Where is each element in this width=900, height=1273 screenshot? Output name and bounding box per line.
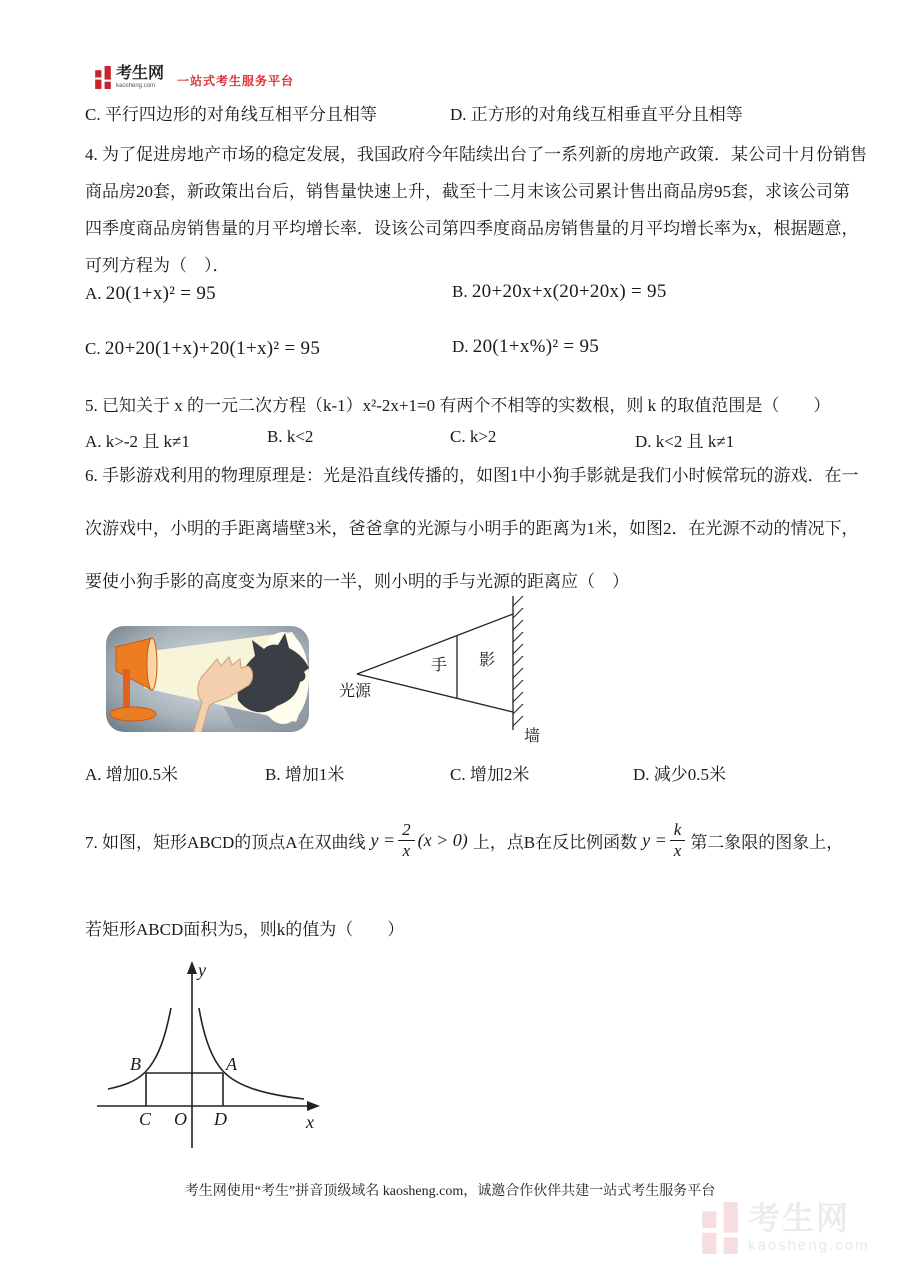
numerator: 2	[398, 820, 415, 841]
hand-label: 手	[431, 657, 448, 674]
q4-line3: 四季度商品房销售量的月平均增长率．设该公司第四季度商品房销售量的月平均增长率为x，根据题意，	[85, 219, 859, 238]
watermark-text-block	[748, 1202, 870, 1254]
q7-seg2: 上，点B在反比例函数	[472, 832, 638, 852]
left-branch	[108, 1008, 171, 1089]
q6-option-c: C. 增加2米	[450, 765, 530, 784]
q7-formula-2	[642, 820, 685, 860]
q5-stem: 5. 已知关于 x 的一元二次方程（k-1）x²-2x+1=0 有两个不相等的实数根，则 k 的取值范围是（ ）	[85, 396, 831, 415]
q4-option-a	[85, 283, 216, 305]
logo-tagline: 一站式考生服务平台	[177, 74, 295, 88]
point-c-label: C	[139, 1109, 152, 1129]
q4-line4: 可列方程为（ ）．	[85, 256, 230, 275]
option-label: C.	[85, 105, 101, 124]
q5-option-b: B. k<2	[267, 427, 314, 446]
logo-text: 考生网	[116, 65, 165, 82]
q7-seg3: 第二象限的图象上，	[690, 832, 844, 852]
watermark	[702, 1202, 870, 1254]
option-label: B.	[452, 282, 468, 301]
option-label: A.	[85, 284, 102, 303]
y-axis-label: y	[198, 960, 206, 980]
shadow-play-illustration	[100, 600, 315, 740]
q6-figure2-schematic	[335, 592, 565, 752]
projection-schematic	[335, 592, 565, 747]
option-label: C.	[85, 339, 101, 358]
q6-option-b: B. 增加1米	[265, 765, 345, 784]
footer-text: 考生网使用“考生”拼音顶级域名 kaosheng.com，诚邀合作伙伴共建一站式考生服务平台	[184, 1184, 716, 1199]
q7-seg1: 7. 如图，矩形ABCD的顶点A在双曲线	[85, 832, 366, 852]
q6-figure1-shadow-play	[100, 600, 315, 745]
fraction	[398, 820, 415, 860]
q5-option-a: A. k>-2 且 k≠1	[85, 432, 190, 451]
q6-line3: 要使小狗手影的高度变为原来的一半，则小明的手与光源的距离应（ ）	[85, 572, 629, 591]
watermark-logo-text: 考生网	[748, 1200, 851, 1236]
q6-line2: 次游戏中，小明的手距离墙壁3米，爸爸拿的光源与小明手的距离为1米，如图2．在光源不动的情况下，	[85, 519, 859, 538]
prev-option-d	[450, 100, 743, 125]
option-formula: 20(1+x%)² = 95	[472, 336, 600, 357]
option-formula: 20(1+x)² = 95	[105, 283, 216, 304]
watermark-logo-domain: kaosheng.com	[748, 1237, 870, 1254]
shadow-label: 影	[479, 652, 496, 669]
point-d-label: D	[214, 1109, 227, 1129]
lamp-stand	[123, 669, 130, 712]
q5-option-c: C. k>2	[450, 427, 497, 446]
q4-option-c	[85, 338, 320, 360]
option-text: 平行四边形的对角线互相平分且相等	[104, 105, 377, 124]
light-source-label: 光源	[339, 683, 372, 700]
point-b-label: B	[130, 1054, 141, 1074]
ray-bottom	[357, 674, 513, 712]
origin-label: O	[174, 1109, 187, 1129]
watermark-logo-icon	[702, 1202, 738, 1254]
q7-formula-1	[371, 820, 468, 860]
kaosheng-logo-icon	[95, 66, 111, 89]
y-arrow	[187, 961, 197, 974]
lamp-base	[110, 707, 156, 721]
option-label: D.	[450, 105, 467, 124]
q4-option-d	[452, 336, 599, 358]
point-a-label: A	[226, 1054, 237, 1074]
logo-domain: kaosheng.com	[116, 83, 156, 89]
q4-line1: 4. 为了促进房地产市场的稳定发展，我国政府今年陆续出台了一系列新的房地产政策．某公司十月份销售	[85, 145, 867, 164]
right-branch	[199, 1008, 304, 1099]
x-arrow	[307, 1101, 320, 1111]
prev-option-c	[85, 100, 377, 125]
q5-option-d: D. k<2 且 k≠1	[635, 432, 735, 451]
q7-graph	[92, 958, 327, 1158]
header-logo	[95, 66, 294, 89]
wall-label: 墙	[524, 728, 541, 745]
q7-stem	[85, 808, 843, 872]
denominator: x	[402, 840, 411, 860]
formula-lead: y =	[370, 829, 396, 850]
option-text: 正方形的对角线互相垂直平分且相等	[470, 105, 743, 124]
lamp-opening	[147, 638, 157, 690]
option-formula: 20+20(1+x)+20(1+x)² = 95	[104, 338, 321, 359]
option-label: D.	[452, 337, 469, 356]
fraction	[670, 820, 686, 860]
q4-line2: 商品房20套，新政策出台后，销售量快速上升，截至十二月末该公司累计售出商品房95套，求该公司第	[85, 182, 850, 201]
q6-line1: 6. 手影游戏利用的物理原理是：光是沿直线传播的，如图1中小狗手影就是我们小时候常玩的游戏．在一	[85, 466, 859, 485]
numerator: k	[670, 820, 686, 841]
denominator: x	[673, 840, 682, 860]
x-axis-label: x	[306, 1112, 314, 1132]
q7-line2: 若矩形ABCD面积为5，则k的值为（ ）	[85, 920, 405, 939]
option-formula: 20+20x+x(20+20x) = 95	[471, 281, 667, 302]
q6-option-d: D. 减少0.5米	[633, 765, 727, 784]
formula-lead: y =	[642, 829, 667, 850]
logo-text-block	[116, 66, 164, 89]
formula-condition: (x > 0)	[417, 829, 468, 850]
q4-option-b	[452, 281, 667, 303]
q6-option-a: A. 增加0.5米	[85, 765, 179, 784]
hyperbola-graph	[92, 958, 327, 1153]
